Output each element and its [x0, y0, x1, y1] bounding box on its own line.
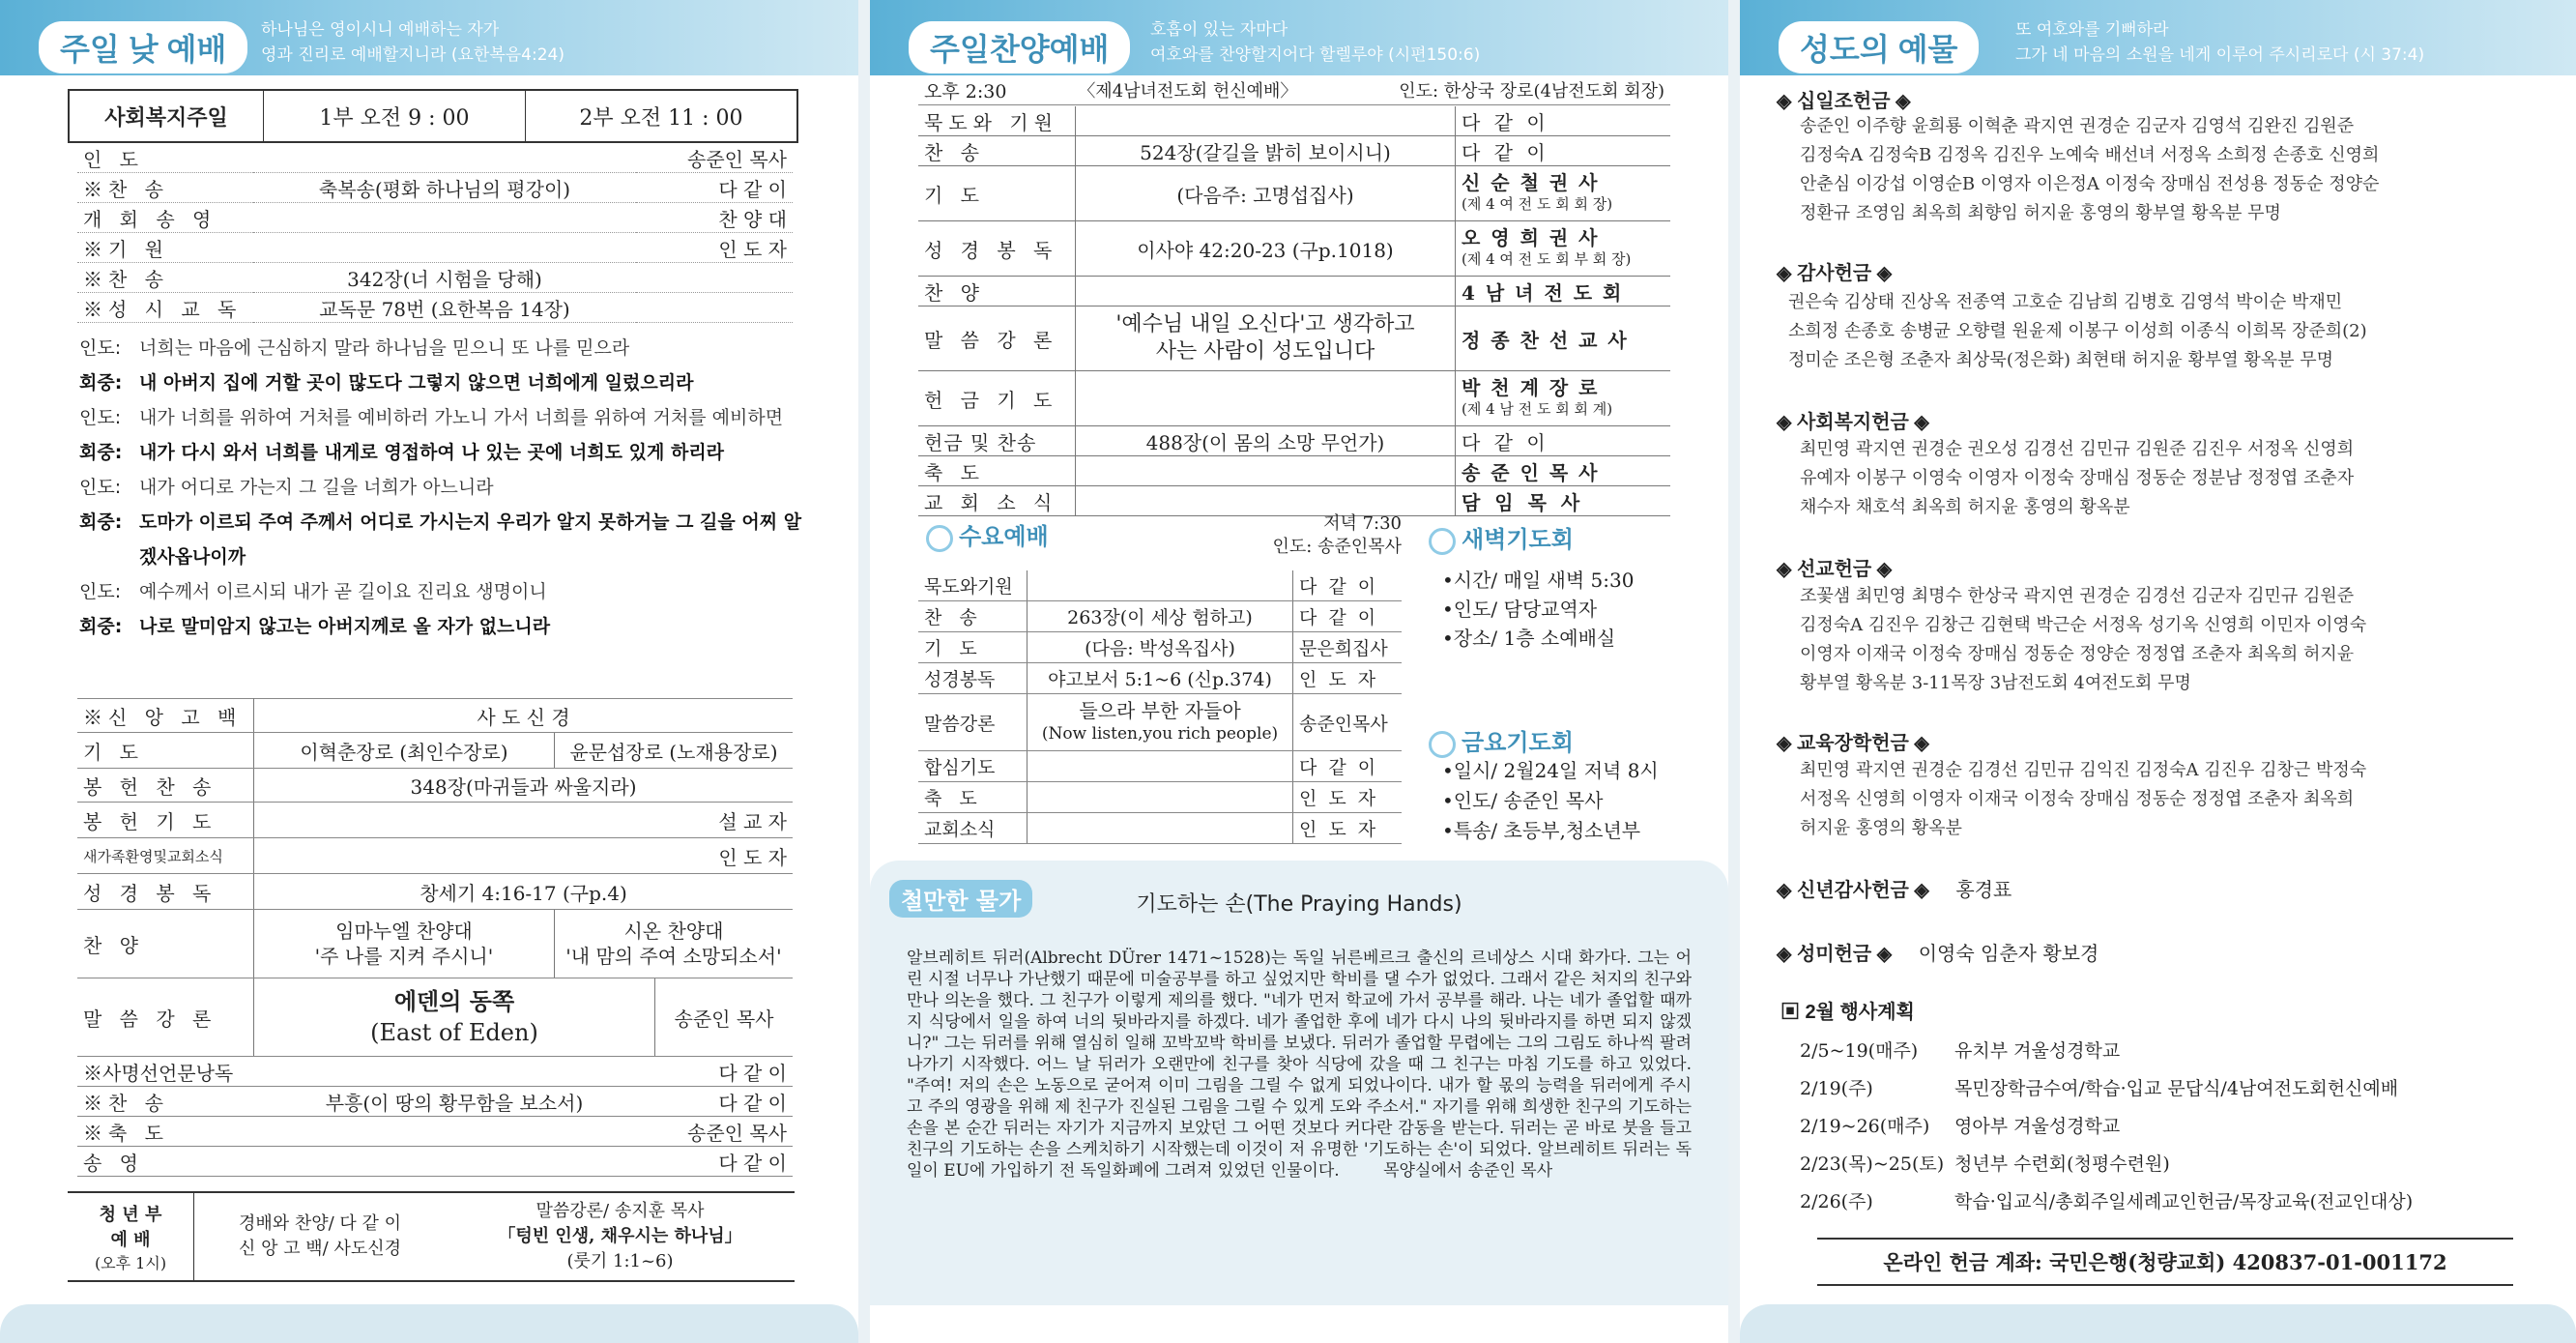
table-row: 찬 양 임마누엘 찬양대 '주 나를 지켜 주시니' 시온 찬양대 '내 맘의 주여 소망되소서' [77, 910, 793, 978]
essay-body: 알브레히트 뒤러(Albrecht DÜrer 1471~1528)는 독일 뉘른베르크 출신의 르네상스 시대 화가다. 그는 어린 시절 너무나 가난했기 때문에 미술공부를 하고 싶었지만 학비를 댈 수가 없었다. 그래서 같은 처지의 친구와 만나 의논을 했다. 그 친구가 이렇게 제의를 했다. "네가 먼저 학교에 가서 공부를 해라. 나는 네가 졸업할 때까지 식당에서 일을 하여 너의 뒷바라지를 하겠다. 네가 졸업한 후에 네가 다시 나의 뒷바라지를 하면 되지 않겠니?" 그는 뒤러를 위해 열심히 일해 꼬박꼬박 학비를 보냈다. 뒤러가 졸업할 무렵에는 그의 그림도 하나씩 팔려나가기 시작했다. 어느 날 뒤러가 오랜만에 친구를 찾아 식당에 갔을 때 그 친구는 마침 기도를 하고 있었다. "주여! 저의 손은 노동으로 굳어져 이미 그림을 그릴 수 없게 되었나이다. 내가 할 몫의 능력을 뒤러에게 주시고 주의 영광을 위해 제 친구가 진실된 그림을 그릴 수 있게 도와 주소서." 자기를 위해 희생한 친구의 기도하는 손을 본 순간 뒤러는 자기가 지금까지 보았던 그 어떤 것보다 커다란 감동을 받는다. 뒤러는 곧 바로 붓을 들고 친구의 기도하는 손을 스케치하기 시작했는데 이것이 저 유명한 '기도하는 손'이 되었다. 알브레히트 뒤러는 독일이 EU에 가입하기 전 독일화폐에 그려져 있었던 인물이다. 목양실에서 송준인 목사 [907, 949, 1692, 1181]
table-row: ※신 앙 고 백 사 도 신 경 [77, 699, 793, 733]
table-row: 묵도와 기원 다 같 이 [918, 106, 1670, 136]
sunday-morning-panel [0, 0, 858, 1343]
table-row: 새가족환영및교회소식 인 도 자 [77, 838, 793, 874]
reading-line: 회중: 내 아버지 집에 거할 곳이 많도다 그렇지 않으면 너희에게 일렀으리라 [79, 372, 694, 394]
reading-line: 회중: 내가 다시 와서 너희를 내게로 영접하여 나 있는 곳에 너희도 있게 하리라 [79, 442, 725, 463]
panel3-header [1740, 0, 2576, 75]
essay-title: 기도하는 손(The Praying Hands) [1136, 892, 1462, 917]
reading-line: 인도: 예수께서 이르시되 내가 곧 길이요 진리요 생명이니 [79, 581, 547, 602]
newyear-heading: ◈ 신년감사헌금 ◈ 홍경표 [1777, 878, 2012, 901]
offerings-panel [1740, 0, 2576, 1343]
sunday-afternoon-panel [870, 0, 1728, 1343]
essay-author: 목양실에서 송준인 목사 [1383, 1161, 1553, 1181]
table-row: ※찬 송 부흥(이 땅의 황무함을 보소서) 다 같 이 [77, 1087, 793, 1117]
table-row: 교회소식 인 도 자 [918, 813, 1402, 844]
table-row: 기 도 이혁춘장로 (최인수장로) 윤문섭장로 (노재용장로) [77, 733, 793, 769]
online-offering-account: 온라인 헌금 계좌: 국민은행(청량교회) 420837-01-001172 [1817, 1238, 2513, 1286]
tithe-heading: ◈ 십일조헌금 ◈ [1777, 91, 1911, 112]
table-row: 성경봉독 야고보서 5:1~6 (신p.374) 인 도 자 [918, 663, 1402, 694]
table-row: 교 회 소 식 담 임 목 사 [918, 486, 1670, 516]
table-row: ※찬 송 342장(너 시험을 당해) [77, 263, 793, 293]
events-list [1779, 1033, 2542, 1221]
table-row: 말 씀 강 론 '예수님 내일 오신다'고 생각하고 사는 사람이 성도입니다 정 종 찬 선 교 사 [918, 307, 1670, 371]
table-row: 송 영 다 같 이 [77, 1147, 793, 1177]
service-name: 사회복지주일 [70, 91, 264, 141]
table-row: ※축 도 송준인 목사 [77, 1117, 793, 1147]
list-item: 2/19(주) 목민장학금수여/학습·입교 문답식/4남여전도회헌신예배 [1800, 1078, 2399, 1099]
education-names: 최민영 곽지연 권경순 김경선 김민규 김익진 김정숙A 김진우 김창근 박정숙 서정옥 신영희 이영자 이재국 이정숙 장매심 정동순 정정엽 조춘자 최옥희 허지윤 홍영의 황옥분 [1800, 760, 2367, 838]
panel2-title: 주일찬양예배 [909, 21, 1130, 73]
table-row: 개 회 송 영 찬 양 대 [77, 203, 793, 233]
friday-prayer-heading: 금요기도회 [1429, 723, 1574, 758]
panel2-verse: 호흡이 있는 자마다 여호와를 찬양할지어다 할렐루야 (시편150:6) [1150, 20, 1481, 65]
table-row: 기 도 (다음주: 고명섭집사) 신 순 철 권 사 (제 4 여 전 도 회 회 장) [918, 166, 1670, 221]
table-row: 합심기도 다 같 이 [918, 751, 1402, 782]
panel1-verse: 하나님은 영이시니 예배하는 자가 영과 진리로 예배할지니라 (요한복음4:24) [261, 20, 564, 65]
table-row: 성 경 봉 독 이사야 42:20-23 (구p.1018) 오 영 희 권 사 (제 4 여 전 도 회 부 회 장) [918, 221, 1670, 277]
responsive-reading [79, 331, 814, 644]
table-row: 찬 송 263장(이 세상 험하고) 다 같 이 [918, 601, 1402, 632]
table-row: 말 씀 강 론 에덴의 동쪽 (East of Eden) 송준인 목사 [77, 978, 793, 1057]
mission-names: 조꽃샘 최민영 최명수 한상국 곽지연 권경순 김경선 김군자 김민규 김원준 김정숙A 김진우 김창근 김현택 박근순 서정옥 성기옥 신영희 이민자 이영숙 이영자 이재국 이정숙 장매심 정동순 정양순 정정엽 조춘자 최옥희 허지윤 황부열 황옥분 3-11목장 3남전도회 4여전도회 무명 [1800, 586, 2367, 693]
worship-order-table-2 [77, 698, 793, 1177]
wednesday-heading: 수요예배 [926, 517, 1049, 552]
table-row: 축 도 인 도 자 [918, 782, 1402, 813]
afternoon-order-table [918, 75, 1670, 105]
table-row: 말씀강론 들으라 부한 자들아 (Now listen,you rich people) 송준인목사 [918, 694, 1402, 751]
welfare-names: 최민영 곽지연 권경순 권오성 김경선 김민규 김원준 김진우 서정옥 신영희 유예자 이봉구 이영숙 이영자 이정숙 장매심 정동순 정분남 정정엽 조춘자 채수자 채호석 최옥희 허지윤 홍영의 황옥분 [1800, 439, 2355, 517]
mission-heading: ◈ 선교헌금 ◈ [1777, 559, 1893, 580]
reading-line: 회중: 도마가 이르되 주여 주께서 어디로 가시는지 우리가 알지 못하거늘 그 길을 어찌 알겠사옵나이까 [79, 511, 802, 568]
table-row: 찬 송 524장(갈길을 밝히 보이시니) 다 같 이 [918, 136, 1670, 166]
divider [1728, 0, 1740, 1343]
panel3-bottom-band [1740, 1304, 2576, 1343]
divider [858, 0, 870, 1343]
list-item: 2/5~19(매주) 유치부 겨울성경학교 [1800, 1040, 2121, 1062]
list-item: 2/23(목)~25(토) 청년부 수련회(청평수련원) [1800, 1153, 2170, 1175]
table-row: 성 경 봉 독 창세기 4:16-17 (구p.4) [77, 874, 793, 910]
panel1-bottom-band [0, 1304, 858, 1343]
service-time-1: 1부 오전 9 : 00 [264, 91, 526, 141]
table-row: ※성 시 교 독 교독문 78번 (요한복음 14장) [77, 293, 793, 323]
reading-line: 인도: 내가 어디로 가는지 그 길을 너희가 아느니라 [79, 477, 494, 498]
wednesday-order-table [918, 570, 1402, 844]
panel2-header [870, 0, 1728, 75]
afternoon-order-list [918, 106, 1670, 516]
thanks-heading: ◈ 감사헌금 ◈ [1777, 263, 1893, 284]
reading-line: 회중: 나로 말미암지 않고는 아버지께로 올 자가 없느니라 [79, 616, 551, 637]
welfare-heading: ◈ 사회복지헌금 ◈ [1777, 412, 1929, 433]
reading-line: 인도: 내가 너희를 위하여 거처를 예비하러 가노니 가서 너희를 위하여 거처를 예비하면 [79, 407, 784, 428]
table-row: ※사명선언문낭독 다 같 이 [77, 1057, 793, 1087]
thanks-names: 권은숙 김상태 진상옥 전종역 고호순 김남희 김병호 김영석 박이순 박재민 소희정 손종호 송병균 오향렬 원윤제 이봉구 이성희 이종식 이희목 장준희(2) 정미순 조은형 조춘자 최상묵(정은화) 최현태 허지윤 황부열 황옥분 무명 [1788, 292, 2367, 370]
events-heading: ▣ 2월 행사계획 [1780, 1002, 1915, 1023]
worship-order-table [77, 143, 793, 323]
friday-prayer-info: •일시/ 2월24일 저녁 8시 •인도/ 송준인 목사 •특송/ 초등부,청소년부 [1442, 759, 1659, 842]
table-row: 묵도와기원 다 같 이 [918, 570, 1402, 601]
panel3-verse: 또 여호와를 기뻐하라 그가 네 마음의 소원을 네게 이루어 주시리로다 (시 37:4) [2015, 20, 2425, 65]
table-row: 기 도 (다음: 박성옥집사) 문은희집사 [918, 632, 1402, 663]
table-row: 오후 2:30 〈제4남녀전도회 헌신예배〉 인도: 한상국 장로(4남전도회 회장) [918, 75, 1670, 105]
dawn-prayer-heading: 새벽기도회 [1429, 520, 1574, 555]
table-row: 인 도 송준인 목사 [77, 143, 793, 173]
panel1-title: 주일 낮 예배 [39, 21, 247, 73]
panel3-title: 성도의 예물 [1779, 21, 1979, 73]
service-time-header [68, 89, 798, 143]
sermon-title: 에덴의 동쪽 [393, 987, 515, 1015]
rice-offering-heading: ◈ 성미헌금 ◈ 이영숙 임춘자 황보경 [1777, 942, 2099, 965]
dawn-prayer-info: •시간/ 매일 새벽 5:30 •인도/ 담당교역자 •장소/ 1층 소예배실 [1442, 569, 1635, 650]
list-item: 2/19~26(매주) 영아부 겨울성경학교 [1800, 1116, 2121, 1137]
reading-line: 인도: 너희는 마음에 근심하지 말라 하나님을 믿으니 또 나를 믿으라 [79, 337, 630, 359]
panel1-header [0, 0, 858, 75]
education-heading: ◈ 교육장학헌금 ◈ [1777, 733, 1929, 754]
table-row: 봉 헌 기 도 설 교 자 [77, 803, 793, 838]
table-row: 헌금 및 찬송 488장(이 몸의 소망 무언가) 다 같 이 [918, 426, 1670, 456]
table-row: 찬 양 4 남 녀 전 도 회 [918, 277, 1670, 307]
table-row: 헌 금 기 도 박 천 계 장 로 (제 4 남 전 도 회 회 계) [918, 371, 1670, 426]
table-row: 봉 헌 찬 송 348장(마귀들과 싸울지라) [77, 769, 793, 803]
table-row: ※기 원 인 도 자 [77, 233, 793, 263]
tithe-names: 송준인 이주향 윤희룡 이혁춘 곽지연 권경순 김군자 김영석 김완진 김원준 김정숙A 김정숙B 김정옥 김진우 노예숙 배선녀 서정옥 소희정 손종호 신영희 안춘심 이강섭 이영순B 이영자 이은정A 이정숙 장매심 전성용 정동순 정양순 정환규 조영임 최옥희 최향임 허지윤 홍영의 황부열 황옥분 무명 [1800, 116, 2380, 223]
essay-box [870, 861, 1728, 1305]
table-row: ※찬 송 축복송(평화 하나님의 평강이) 다 같 이 [77, 173, 793, 203]
table-row: 축 도 송 준 인 목 사 [918, 456, 1670, 486]
essay-label: 철만한 물가 [889, 880, 1032, 918]
youth-service-box: 청 년 부 예 배 (오후 1시) 경배와 찬양/ 다 같 이 신 앙 고 백/ 사도신경 말씀강론/ 송지훈 목사 「텅빈 인생, 채우시는 하나님」 (룻기 1:1~6) [68, 1191, 795, 1282]
wednesday-meta: 저녁 7:30 인도: 송준인목사 [1272, 513, 1402, 557]
list-item: 2/26(주) 학습·입교식/총회주일세례교인헌금/목장교육(전교인대상) [1800, 1191, 2414, 1212]
service-time-2: 2부 오전 11 : 00 [579, 105, 743, 131]
